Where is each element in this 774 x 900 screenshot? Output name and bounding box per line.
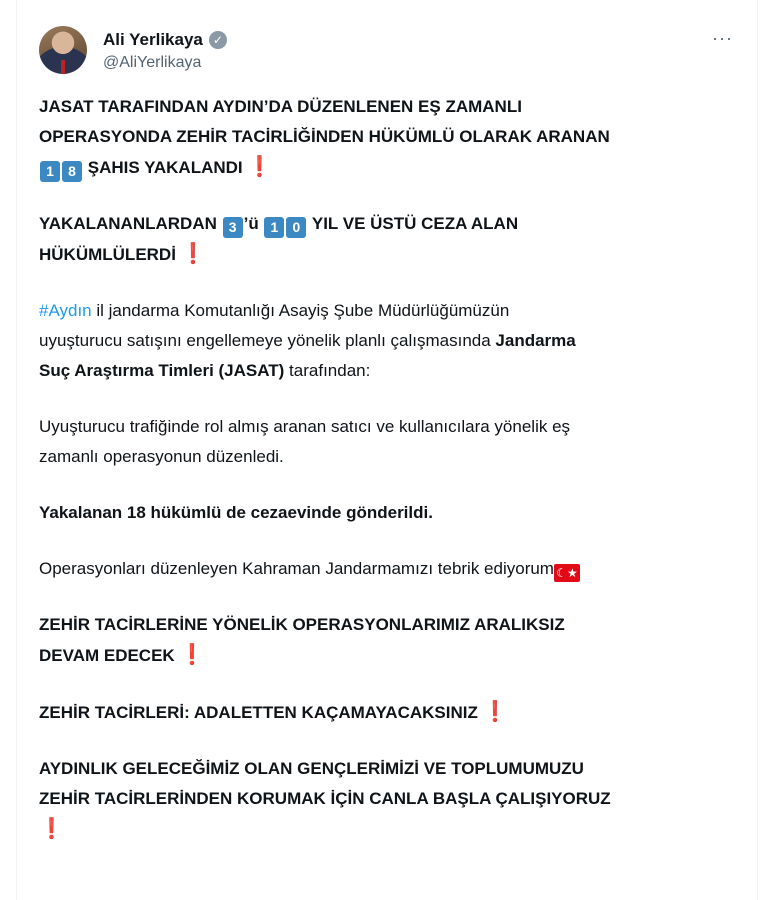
text-line: uyuşturucu satışını engellemeye yönelik planlı çalışmasında <box>39 331 496 350</box>
text-line: OPERASYONDA ZEHİR TACİRLİĞİNDEN HÜKÜMLÜ OLARAK ARANAN <box>39 127 610 146</box>
avatar[interactable] <box>39 26 87 74</box>
keycap-digit: 0 <box>286 217 306 238</box>
text-line: zamanlı operasyonun düzenledi. <box>39 447 284 466</box>
text-line: Uyuşturucu trafiğinde rol almış aranan satıcı ve kullanıcılara yönelik eş <box>39 417 571 436</box>
text-line: tarafından: <box>284 361 371 380</box>
paragraph-details <box>39 412 739 472</box>
keycap-digit: 3 <box>223 217 243 238</box>
exclamation-icon: ❗ <box>482 701 508 723</box>
text-line: il jandarma Komutanlığı Asayiş Şube Müdürlüğümüzün <box>91 301 510 320</box>
hashtag-link[interactable]: #Aydın <box>39 301 92 320</box>
bold-text: Jandarma <box>495 331 576 350</box>
text-line: AYDINLIK GELECEĞİMİZ OLAN GENÇLERİMİZİ VE TOPLUMUMUZU <box>39 759 584 778</box>
exclamation-icon: ❗ <box>39 818 64 840</box>
paragraph-operation <box>39 296 739 386</box>
text-line: DEVAM EDECEK <box>39 646 175 665</box>
paragraph-sentences <box>39 209 739 270</box>
author-name-row <box>103 30 227 50</box>
text-line: ZEHİR TACİRLERİNE YÖNELİK OPERASYONLARIMIZ ARALIKSIZ <box>39 615 565 634</box>
paragraph-justice <box>39 697 739 728</box>
exclamation-icon: ❗ <box>179 644 205 666</box>
text-line: ZEHİR TACİRLERİNDEN KORUMAK İÇİN CANLA BAŞLA ÇALIŞIYORUZ <box>39 789 611 808</box>
text-line: HÜKÜMLÜLERDİ <box>39 245 176 264</box>
text-line: ŞAHIS YAKALANDI <box>87 158 243 177</box>
turkey-flag-icon: ☾★ <box>554 564 580 582</box>
text-suffix: ’ü <box>243 214 259 233</box>
tweet-header <box>39 22 737 78</box>
author-handle[interactable]: @AliYerlikaya <box>103 54 202 71</box>
text-line: YAKALANANLARDAN <box>39 214 217 233</box>
more-options-icon[interactable]: ··· <box>712 28 733 48</box>
text-line: JASAT TARAFINDAN AYDIN’DA DÜZENLENEN EŞ ZAMANLI <box>39 97 522 116</box>
keycap-digit: 8 <box>62 161 82 182</box>
paragraph-arrested: Yakalanan 18 hükümlü de cezaevinde gönderildi. <box>39 503 433 522</box>
bold-text: Suç Araştırma Timleri (JASAT) <box>39 361 285 380</box>
author-name[interactable]: Ali Yerlikaya <box>103 30 203 49</box>
exclamation-icon: ❗ <box>247 156 273 178</box>
paragraph-headline <box>39 92 739 183</box>
tweet-text <box>39 92 739 845</box>
paragraph-continue <box>39 610 739 671</box>
verified-badge-icon: ✓ <box>209 31 227 49</box>
exclamation-icon: ❗ <box>180 243 206 265</box>
text-line: YIL VE ÜSTÜ CEZA ALAN <box>311 214 519 233</box>
tweet-card <box>16 0 758 900</box>
text-line: ZEHİR TACİRLERİ: ADALETTEN KAÇAMAYACAKSINIZ <box>39 703 478 722</box>
keycap-digit: 1 <box>40 161 60 182</box>
paragraph-congrats <box>39 554 739 584</box>
keycap-digit: 1 <box>264 217 284 238</box>
paragraph-future <box>39 754 739 845</box>
text-line: Operasyonları düzenleyen Kahraman Jandarmamızı tebrik ediyorum <box>39 559 554 578</box>
